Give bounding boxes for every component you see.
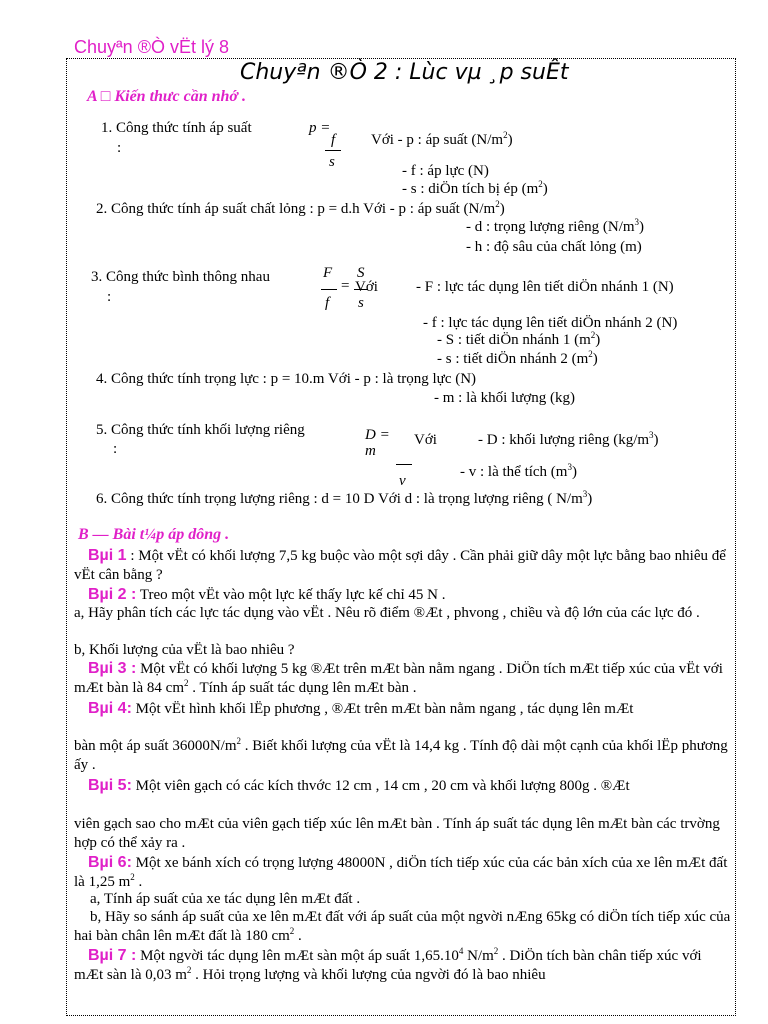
formula-5-denominator: v (399, 473, 406, 489)
exercise-6-label: Bµi 6: (88, 854, 132, 871)
formula-4-where-2: - m : là khối lượng (kg) (434, 390, 576, 406)
exercise-7: Bµi 7 : Một ngvời tác dụng lên mÆt sàn một áp suất 1,65.10$^4$ $N/m^2$ . DiÖn tích bàn chân tiếp xúc với mÆt sàn là 0,03 $m^2$ . Hỏi trọng lượng và khối lượng của ngvời đó là bao nhiêu (74, 946, 702, 983)
formula-3-where-1: - F : lực tác dụng lên tiết diÖn nhánh 1 (N) (416, 279, 674, 295)
formula-3-where-2: - f : lực tác dụng lên tiết diÖn nhánh 2 (N) (423, 315, 678, 331)
formula-3-S: S (357, 265, 365, 281)
exercise-4-cont: bàn một áp suất $36000N/m^2$ . Biết khối lượng của vËt là 14,4 kg . Tính độ dài một cạnh của khối lËp phương ấy . (74, 736, 728, 773)
formula-3-label: 3. Công thức bình thông nhau (91, 269, 270, 285)
formula-3-colon: : (107, 289, 112, 305)
formula-5-where-1: - D : khối lượng riêng $(kg/m^3)$ (478, 430, 659, 448)
formula-3-s: s (358, 295, 364, 311)
formula-2-where-2: - d : trọng lượng riêng $(N/m^3)$ (466, 217, 645, 235)
formula-5-fraction-bar (396, 464, 412, 465)
exercise-6: Bµi 6: Một xe bánh xích có trọng lượng 48000N , diÖn tích tiếp xúc của các bản xích của xe lên mÆt đất là 1,25 $m^2$ . (74, 854, 728, 890)
formula-5-voi: Với (414, 432, 437, 448)
formula-1-numerator: f (331, 132, 336, 148)
formula-2-label: 2. Công thức tính áp suất chất lỏng : p = d.h Với - p : áp suất $(N/m^2)$ (96, 199, 505, 217)
formula-3-where-3: - S : tiết diÖn nhánh 1 $(m^2)$ (437, 330, 601, 348)
exercise-5-label: Bµi 5: (88, 777, 132, 794)
formula-1-fraction-bar (325, 150, 341, 151)
exercise-6-part-a: a, Tính áp suất của xe tác dụng lên mÆt đất . (90, 891, 361, 907)
section-a-heading: A □ Kiến thưc cần nhớ . (87, 88, 246, 105)
exercise-2-part-b: b, Khối lượng của vËt là bao nhiêu ? (74, 642, 295, 658)
formula-3-equals: = (341, 278, 350, 294)
formula-2-where-3: - h : độ sâu của chất lỏng (m) (466, 239, 642, 255)
exercise-1: Bµi 1 : Một vËt có khối lượng 7,5 kg buộc vào một sợi dây . Cần phải giữ dây một lực bằng bao nhiêu để vËt cân bằng ? (74, 547, 726, 583)
formula-1-where-2: - f : áp lực (N) (402, 163, 489, 179)
document-header: Chuyªn ®Ò vËt lý 8 (74, 37, 229, 57)
formula-5-colon: : (113, 441, 118, 457)
formula-4-label: 4. Công thức tính trọng lực : p = 10.m Với - p : là trọng lực (N) (96, 371, 477, 387)
formula-3-where-4: - s : tiết diÖn nhánh 2 $(m^2)$ (437, 349, 598, 367)
exercise-3-label: Bµi 3 : (88, 660, 137, 677)
formula-6-label: 6. Công thức tính trọng lượng riêng : d = 10 D Với d : là trọng lượng riêng ( $N/m^3$) (96, 489, 593, 507)
exercise-2: Bµi 2 : Treo một vËt vào một lực kế thấy lực kế chỉ 45 N . (88, 586, 446, 603)
exercise-6-part-b: b, Hãy so sánh áp suất của xe lên mÆt đất với áp suất của một ngvời nÆng 65kg có diÖn tích tiếp xúc của hai bàn chân lên mÆt đất là 180 $cm^2$ . (74, 909, 731, 944)
formula-3-voi: Với (355, 279, 378, 295)
formula-1-where-3: - s : diÖn tích bị ép $(m^2)$ (402, 179, 548, 197)
exercise-1-label: Bµi 1 (88, 547, 127, 564)
exercise-5: Bµi 5: Một viên gạch có các kích thvớc 12 cm , 14 cm , 20 cm và khối lượng 800g . ®Æt (88, 777, 630, 794)
exercise-2-label: Bµi 2 : (88, 586, 137, 603)
exercise-7-label: Bµi 7 : (88, 947, 137, 964)
section-b-heading: B — Bài t¼p áp dông . (78, 526, 230, 543)
formula-5-lhs: D = (365, 427, 390, 443)
exercise-5-cont: viên gạch sao cho mÆt của viên gạch tiếp xúc lên mÆt bàn . Tính áp suất tác dụng lên mÆt bàn các trvờng hợp có thể xảy ra . (74, 816, 720, 851)
formula-5-label: 5. Công thức tính khối lượng riêng (96, 422, 305, 438)
exercise-3: Bµi 3 : Một vËt có khối lượng 5 kg ®Æt trên mÆt bàn nằm ngang . DiÖn tích mÆt tiếp xúc của vËt với mÆt bàn là 84 $cm^2$ . Tính áp suất tác dụng lên mÆt bàn . (74, 660, 723, 696)
exercise-4-label: Bµi 4: (88, 700, 132, 717)
formula-1-denominator: s (329, 154, 335, 170)
formula-3-F: F (323, 265, 333, 281)
formula-1-lhs: p = (309, 120, 331, 136)
formula-1-where-1: Với - p : áp suất $(N/m^2)$ (371, 130, 513, 148)
exercise-2-part-a: a, Hãy phân tích các lực tác dụng vào vËt . Nêu rõ điểm ®Æt , phvong , chiều và độ lớn của các lực đó . (74, 605, 700, 621)
formula-1-label: 1. Công thức tính áp suất (101, 120, 252, 136)
formula-3-f: f (325, 295, 330, 311)
formula-1-colon: : (117, 140, 122, 156)
exercise-4: Bµi 4: Một vËt hình khối lËp phương , ®Æt trên mÆt bàn nằm ngang , tác dụng lên mÆt (88, 700, 634, 717)
page-title: Chuyªn ®Ò 2 : Lùc vµ ¸p suÊt (240, 60, 569, 85)
formula-3-bar-left (321, 289, 337, 290)
formula-5-numerator: m (365, 443, 376, 459)
formula-5-where-2: - v : là thể tích $(m^3)$ (460, 462, 577, 480)
